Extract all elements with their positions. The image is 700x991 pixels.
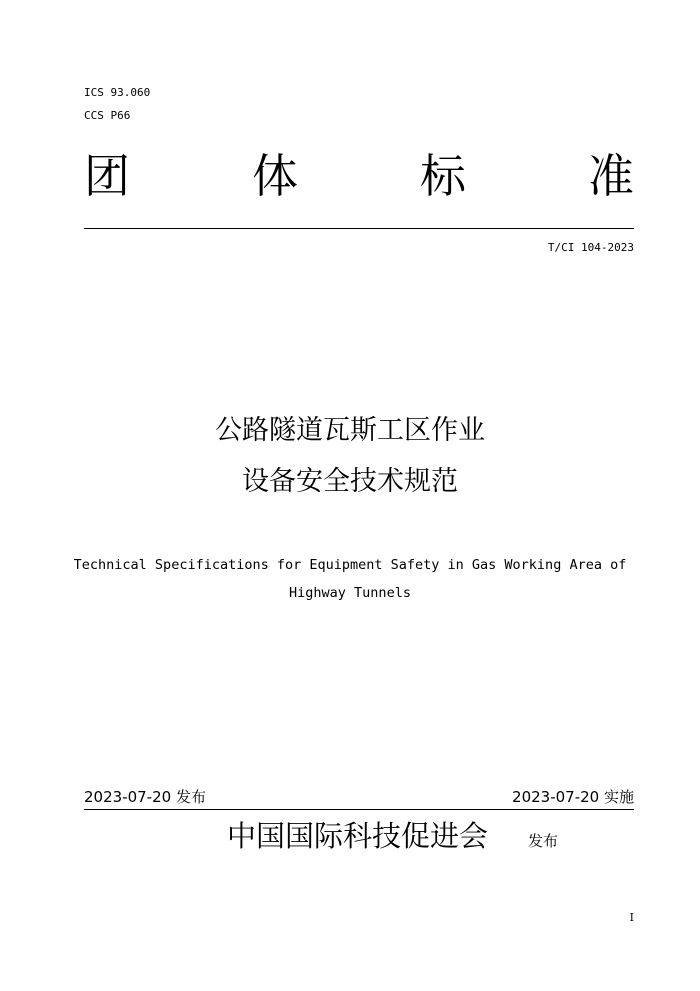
english-title-line-2: Highway Tunnels <box>289 585 411 601</box>
issue-date: 2023-07-20 发布 <box>84 788 206 806</box>
page-number: I <box>629 911 634 924</box>
top-divider <box>84 228 634 229</box>
implementation-date: 2023-07-20 实施 <box>512 788 634 806</box>
bottom-divider <box>84 809 634 810</box>
heading-char-3: 标 <box>420 149 466 203</box>
publisher-suffix: 发布 <box>528 832 559 850</box>
chinese-title-line-2: 设备安全技术规范 <box>242 466 458 497</box>
standard-number: T/CI 104-2023 <box>547 241 634 254</box>
chinese-title-line-1: 公路隧道瓦斯工区作业 <box>215 415 485 446</box>
publisher-name: 中国国际科技促进会 <box>227 819 489 853</box>
ccs-code: CCS P66 <box>84 109 131 122</box>
heading-char-2: 体 <box>252 149 298 203</box>
heading-char-1: 团 <box>84 149 130 203</box>
english-title <box>0 551 700 607</box>
document-type-heading <box>84 148 634 204</box>
english-title-line-1: Technical Specifications for Equipment Safety in Gas Working Area of <box>73 557 627 573</box>
heading-char-4: 准 <box>588 149 634 203</box>
ics-code: ICS 93.060 <box>84 86 151 99</box>
